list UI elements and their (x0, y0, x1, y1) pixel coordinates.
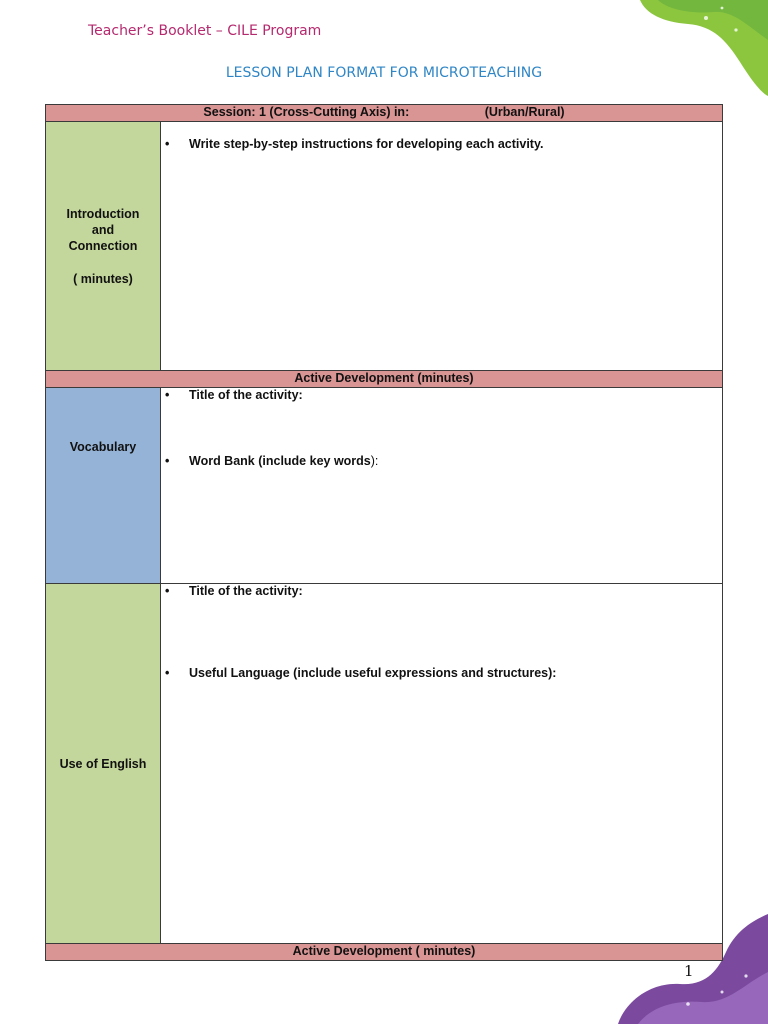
vocabulary-label-cell (46, 388, 161, 584)
useful-language-text: Useful Language (include useful expressions and structures): (189, 666, 557, 680)
intro-content-cell[interactable] (161, 122, 723, 371)
session-option-label: (Urban/Rural) (484, 105, 565, 119)
use-of-english-label: Use of English (59, 756, 147, 771)
active-development-band-2: Active Development ( minutes) (46, 944, 723, 961)
active-dev-row-1 (46, 371, 723, 388)
use-of-english-label-cell (46, 584, 161, 944)
lesson-plan-table (45, 104, 723, 961)
page-number: 1 (684, 962, 694, 980)
use-of-english-title-bullet (189, 584, 303, 598)
use-of-english-row (46, 584, 723, 944)
use-of-english-title-text: Title of the activity: (189, 584, 303, 598)
vocabulary-row (46, 388, 723, 584)
intro-label-line2: and (91, 222, 115, 237)
intro-label-line1: Introduction (66, 206, 140, 221)
header-brand-text: Teacher’s Booklet – CILE Program (88, 23, 322, 39)
session-band (46, 105, 723, 122)
vocabulary-title-text: Title of the activity: (189, 388, 303, 402)
vocabulary-label: Vocabulary (69, 439, 137, 454)
session-row (46, 105, 723, 122)
useful-language-bullet (189, 666, 556, 680)
intro-instruction-text: Write step-by-step instructions for developing each activity. (189, 137, 544, 151)
word-bank-bullet (189, 454, 378, 468)
word-bank-suffix: ): (370, 454, 379, 468)
active-development-band-1: Active Development (minutes) (46, 371, 723, 388)
active-dev-row-2 (46, 944, 723, 961)
vocabulary-content-cell[interactable] (161, 388, 723, 584)
decorative-splash-top (618, 0, 768, 100)
intro-label-cell (46, 122, 161, 371)
intro-row (46, 122, 723, 371)
intro-label-line3: Connection (68, 238, 138, 253)
session-label: Session: 1 (Cross-Cutting Axis) in: (203, 105, 410, 119)
use-of-english-content-cell[interactable] (161, 584, 723, 944)
vocabulary-title-bullet (189, 388, 303, 402)
word-bank-text: Word Bank (include key words (189, 454, 371, 468)
intro-minutes: ( minutes) (73, 271, 133, 286)
page-title: LESSON PLAN FORMAT FOR MICROTEACHING (225, 65, 543, 81)
intro-instruction-bullet (189, 137, 543, 151)
